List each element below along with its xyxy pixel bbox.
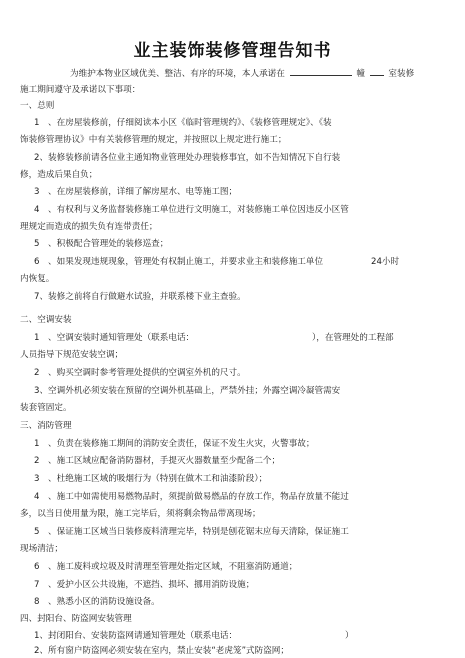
sec1-item4-line2: 理规定而造成的损失负有连带责任； <box>20 222 158 232</box>
sec2-item1-line1a: 1 、空调安装时通知管理处（联系电话： <box>34 333 195 343</box>
sec1-item6-line1: 6 、如果发现违规现象，管理处有权制止施工，并要求业主和装修施工单位 <box>34 257 324 267</box>
sec3-item5-line2: 现场清洁； <box>20 544 63 554</box>
sec1-item2-line1: 2、装修装修前请各位业主通知物业管理处办理装修事宜，如不告知情况下自行装 <box>34 153 341 163</box>
sec3-item4-line2: 多，以当日使用量为限，施工完毕后，须将剩余物品带离现场； <box>20 509 261 519</box>
sec3-item5-line1: 5 、保证施工区域当日装修废料清理完毕，特别是刨花锯末应每天清除，保证施工 <box>34 527 349 537</box>
intro-line-1 <box>70 67 414 80</box>
sec4-item1-line1a: 1、封闭阳台、安装防盗网请通知管理处（联系电话： <box>34 631 238 641</box>
document-title: 业主装饰装修管理告知书 <box>133 41 332 61</box>
sec2-item1-line2: 人员指导下规范安装空调； <box>20 350 124 360</box>
sec1-item2-line2: 修，造成后果自负； <box>20 170 98 180</box>
sec3-item8: 8 、熟悉小区的消防设施设备。 <box>34 597 160 607</box>
sec3-item6: 6 、施工废料或垃圾及时清理至管理处指定区域，不阻塞消防通道； <box>34 562 298 572</box>
sec1-item1-line1: 1 、在房屋装修前，仔细阅读本小区《临时管理规约》、《装修管理规定》、《装 <box>34 118 332 128</box>
section-heading-aircon: 二、空调安装 <box>20 315 72 325</box>
building-blank <box>290 67 352 76</box>
sec1-item6-line2: 内恢复。 <box>20 274 55 284</box>
intro-line-2: 施工期间遵守及承诺以下事项： <box>20 85 141 95</box>
sec1-item7: 7、装修之前将自行做避水试验，并联系楼下业主查验。 <box>34 292 246 302</box>
sec3-item3: 3 、杜绝施工区域的吸烟行为（特别在做木工和油漆阶段）； <box>34 474 268 484</box>
sec2-item3-line1: 3、空调外机必须安装在预留的空调外机基础上，严禁外挂；外露空调冷凝管需安 <box>34 386 341 396</box>
section-heading-general: 一、总则 <box>20 101 55 111</box>
sec2-item3-line2: 装套管固定。 <box>20 403 72 413</box>
sec4-item1-line1b: ） <box>345 631 354 641</box>
section-heading-balcony: 四、封阳台、防盗网安装管理 <box>20 614 132 624</box>
sec1-item5: 5 、积极配合管理处的装修巡查； <box>34 239 169 249</box>
sec3-item2: 2 、施工区域应配备消防器材，手提灭火器数量至少配备二个； <box>34 456 281 466</box>
sec1-item4-line1: 4 、有权利与义务监督装修施工单位进行文明施工，对装修施工单位因违反小区管 <box>34 205 349 215</box>
section-heading-fire: 三、消防管理 <box>20 421 72 431</box>
sec3-item7: 7 、爱护小区公共设施，不遮挡、损坏、挪用消防设施； <box>34 580 255 590</box>
sec4-item2: 2、所有窗户防盗网必须安装在室内，禁止安装“老虎笼”式防盗网； <box>34 646 289 656</box>
sec2-item1-line1b: ），在管理处的工程部 <box>312 333 394 343</box>
sec1-item1-line2: 饰装修管理协议》中有关装修管理的规定，并按照以上规定进行施工； <box>20 135 287 145</box>
sec3-item4-line1: 4 、施工中如需使用易燃物品时，须提前做易燃品的存放工作，物品存放量不能过 <box>34 492 349 502</box>
intro-text-b: 幢 <box>356 69 365 79</box>
intro-text-c: 室装修 <box>388 69 415 79</box>
sec2-item2: 2 、购买空调时参考管理处提供的空调室外机的尺寸。 <box>34 368 246 378</box>
sec1-item6-hours: 24小时 <box>371 257 400 267</box>
intro-text-a: 为维护本物业区域优美、整洁、有序的环境，本人承诺在 <box>70 69 285 79</box>
room-blank <box>370 67 384 76</box>
sec1-item3: 3 、在房屋装修前，详细了解房屋水、电等施工图； <box>34 187 238 197</box>
sec3-item1: 1 、负责在装修施工期间的消防安全责任，保证不发生火灾，火警事故； <box>34 439 315 449</box>
